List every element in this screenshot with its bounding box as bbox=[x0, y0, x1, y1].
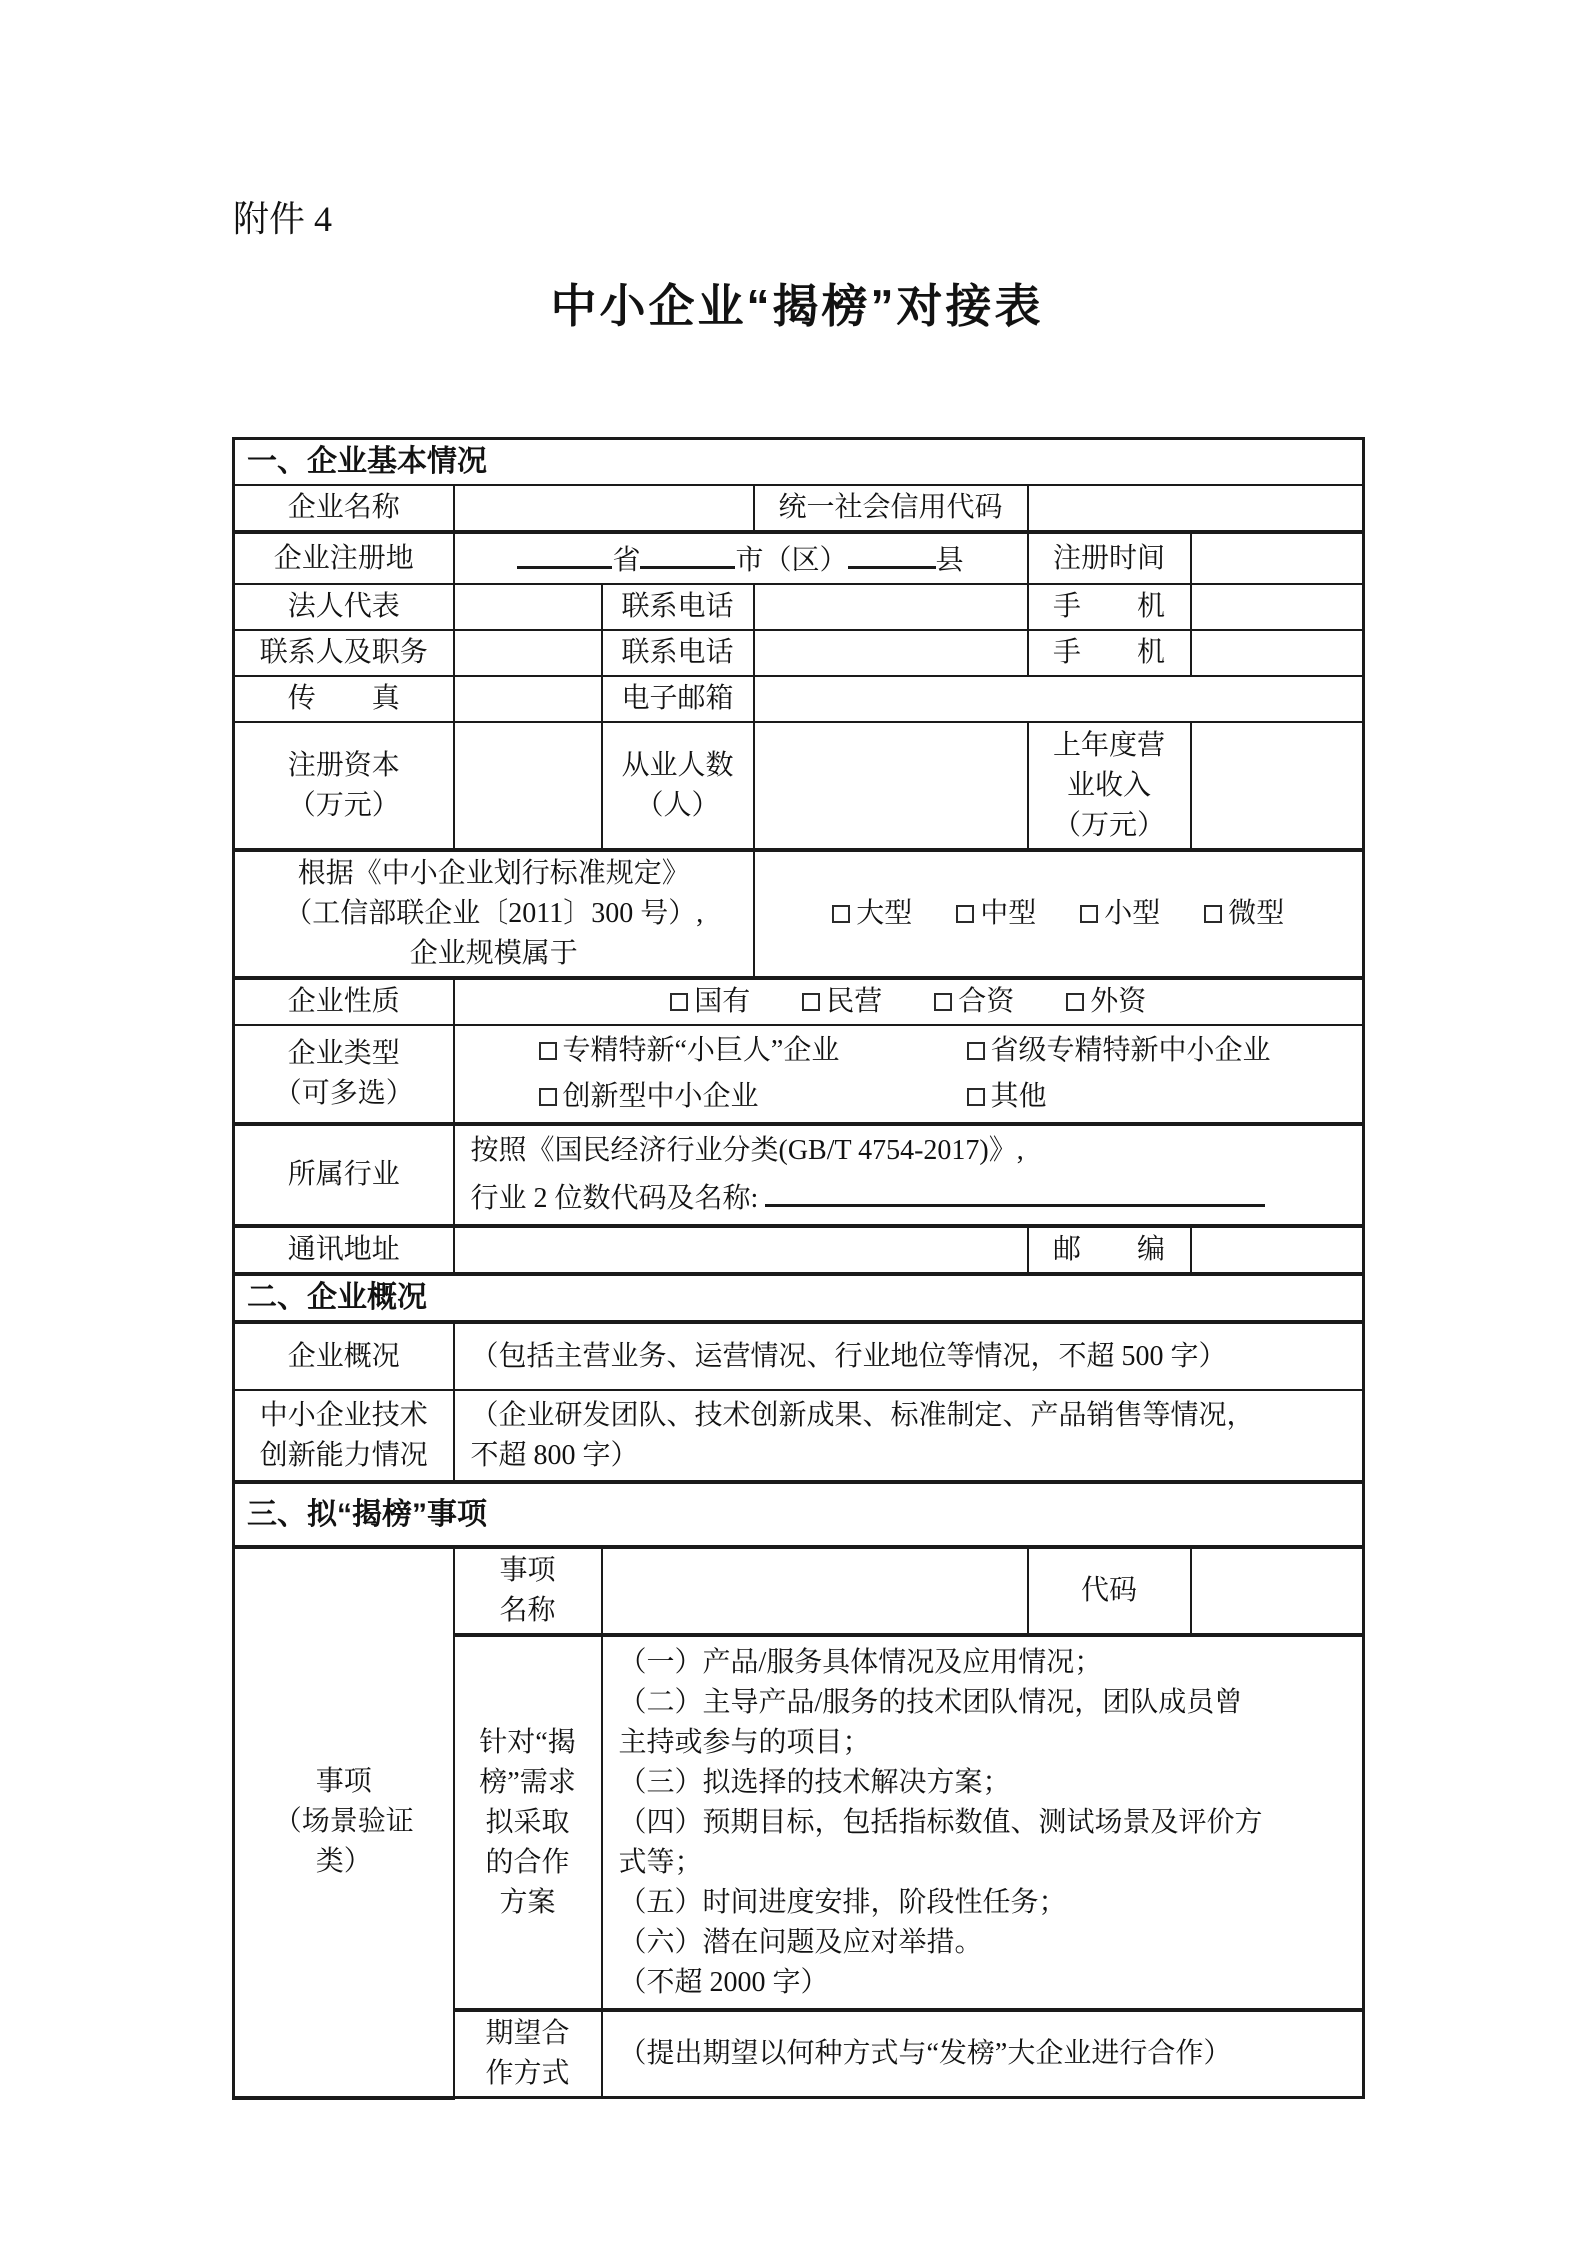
company-profile-hint: （包括主营业务、运营情况、行业地位等情况，不超 500 字） bbox=[454, 1322, 1364, 1390]
checkbox-icon bbox=[1066, 993, 1084, 1011]
nature-options-cell bbox=[454, 978, 1364, 1025]
cooperation-plan-detail: （一）产品/服务具体情况及应用情况； （二）主导产品/服务的技术团队情况，团队成员曾 主持或参与的项目； （三）拟选择的技术解决方案； （四）预期目标，包括指标数值、测试场景及评价方 式等； （五）时间进度安排，阶段性任务； （六）潜在问题及应对举措。 （不超 2000 字） bbox=[602, 1635, 1364, 2010]
legal-rep-phone-label: 联系电话 bbox=[602, 584, 754, 630]
employees-value-cell bbox=[754, 722, 1028, 850]
checkbox-icon bbox=[832, 905, 850, 923]
section-1-header: 一、企业基本情况 bbox=[234, 439, 1364, 486]
industry-standard-line: 按照《国民经济行业分类(GB/T 4754-2017)》, bbox=[470, 1135, 1024, 1166]
enterprise-nature-row bbox=[234, 978, 1364, 1025]
registration-time-value-cell bbox=[1191, 532, 1364, 584]
page-title: 中小企业“揭榜”对接表 bbox=[550, 280, 1044, 332]
province-suffix: 省 bbox=[612, 545, 641, 576]
registered-capital-label: 注册资本 （万元） bbox=[234, 722, 454, 850]
contact-person-value-cell bbox=[454, 630, 602, 676]
tech-innovation-row bbox=[234, 1390, 1364, 1482]
contact-phone-label: 联系电话 bbox=[602, 630, 754, 676]
type-option-little-giant: 专精特新“小巨人”企业 bbox=[539, 1028, 967, 1074]
annual-revenue-label: 上年度营 业收入 （万元） bbox=[1028, 722, 1191, 850]
company-name-value-cell bbox=[454, 485, 754, 532]
item-code-label: 代码 bbox=[1028, 1547, 1191, 1635]
mailing-address-row bbox=[234, 1226, 1364, 1274]
enterprise-type-label: 企业类型 （可多选） bbox=[234, 1025, 454, 1124]
company-profile-label: 企业概况 bbox=[234, 1322, 454, 1390]
company-name-row bbox=[234, 485, 1364, 532]
contact-mobile-label: 手 机 bbox=[1028, 630, 1191, 676]
scale-options-cell bbox=[754, 850, 1364, 978]
checkbox-icon bbox=[539, 1088, 557, 1106]
industry-label: 所属行业 bbox=[234, 1124, 454, 1226]
checkbox-icon bbox=[802, 993, 820, 1011]
contact-person-label: 联系人及职务 bbox=[234, 630, 454, 676]
industry-code-underline bbox=[765, 1174, 1265, 1207]
registered-capital-row bbox=[234, 722, 1364, 850]
tech-innovation-label: 中小企业技术 创新能力情况 bbox=[234, 1390, 454, 1482]
scale-option-medium: 中型 bbox=[956, 894, 1036, 934]
contact-mobile-value-cell bbox=[1191, 630, 1364, 676]
contact-phone-value-cell bbox=[754, 630, 1028, 676]
checkbox-icon bbox=[956, 905, 974, 923]
fax-label: 传 真 bbox=[234, 676, 454, 722]
legal-rep-phone-value-cell bbox=[754, 584, 1028, 630]
enterprise-scale-row bbox=[234, 850, 1364, 978]
item-name-label: 事项 名称 bbox=[454, 1547, 602, 1635]
registration-time-label: 注册时间 bbox=[1028, 532, 1191, 584]
expected-cooperation-hint: （提出期望以何种方式与“发榜”大企业进行合作） bbox=[602, 2010, 1364, 2098]
type-option-innovative-sme: 创新型中小企业 bbox=[539, 1074, 967, 1120]
enterprise-type-row bbox=[234, 1025, 1364, 1124]
county-suffix: 县 bbox=[935, 545, 964, 576]
postcode-label: 邮 编 bbox=[1028, 1226, 1191, 1274]
checkbox-icon bbox=[1204, 905, 1222, 923]
item-group-label: 事项 （场景验证 类） bbox=[234, 1547, 454, 2098]
enterprise-nature-label: 企业性质 bbox=[234, 978, 454, 1025]
postcode-value-cell bbox=[1191, 1226, 1364, 1274]
scale-option-small: 小型 bbox=[1080, 894, 1160, 934]
section-1-row bbox=[234, 439, 1364, 486]
industry-row bbox=[234, 1124, 1364, 1226]
cooperation-plan-label: 针对“揭 榜”需求 拟采取 的合作 方案 bbox=[454, 1635, 602, 2010]
scale-note-label: 根据《中小企业划行标准规定》 （工信部联企业〔2011〕300 号）, 企业规模属于 bbox=[234, 850, 754, 978]
mailing-address-label: 通讯地址 bbox=[234, 1226, 454, 1274]
county-blank-underline bbox=[848, 536, 936, 569]
employees-label: 从业人数 （人） bbox=[602, 722, 754, 850]
city-suffix: 市（区） bbox=[735, 545, 848, 576]
registration-place-row bbox=[234, 532, 1364, 584]
checkbox-icon bbox=[670, 993, 688, 1011]
checkbox-icon bbox=[967, 1042, 985, 1060]
contact-person-row bbox=[234, 630, 1364, 676]
expected-cooperation-label: 期望合 作方式 bbox=[454, 2010, 602, 2098]
item-name-value-cell bbox=[602, 1547, 1028, 1635]
section-3-row bbox=[234, 1482, 1364, 1547]
industry-code-label: 行业 2 位数代码及名称: bbox=[470, 1183, 759, 1214]
type-option-other: 其他 bbox=[967, 1074, 1047, 1120]
uscc-label: 统一社会信用代码 bbox=[754, 485, 1028, 532]
checkbox-icon bbox=[1080, 905, 1098, 923]
company-name-label: 企业名称 bbox=[234, 485, 454, 532]
scale-option-micro: 微型 bbox=[1204, 894, 1284, 934]
registration-place-label: 企业注册地 bbox=[234, 532, 454, 584]
uscc-value-cell bbox=[1028, 485, 1364, 532]
email-value-cell bbox=[754, 676, 1364, 722]
industry-value-cell bbox=[454, 1124, 1364, 1226]
nature-option-joint-venture: 合资 bbox=[934, 982, 1014, 1022]
section-2-header: 二、企业概况 bbox=[234, 1274, 1364, 1322]
checkbox-icon bbox=[967, 1088, 985, 1106]
legal-rep-mobile-value-cell bbox=[1191, 584, 1364, 630]
registration-place-value-cell bbox=[454, 532, 1028, 584]
nature-option-private: 民营 bbox=[802, 982, 882, 1022]
email-label: 电子邮箱 bbox=[602, 676, 754, 722]
nature-option-state-owned: 国有 bbox=[670, 982, 750, 1022]
registered-capital-value-cell bbox=[454, 722, 602, 850]
checkbox-icon bbox=[934, 993, 952, 1011]
nature-option-foreign: 外资 bbox=[1066, 982, 1146, 1022]
section-2-row bbox=[234, 1274, 1364, 1322]
docking-form-table bbox=[232, 437, 1365, 2100]
city-blank-underline bbox=[640, 536, 735, 569]
tech-innovation-hint: （企业研发团队、技术创新成果、标准制定、产品销售等情况， 不超 800 字） bbox=[454, 1390, 1364, 1482]
province-blank-underline bbox=[517, 536, 612, 569]
attachment-label: 附件 4 bbox=[233, 199, 333, 239]
section-3-header: 三、拟“揭榜”事项 bbox=[234, 1482, 1364, 1547]
item-code-value-cell bbox=[1191, 1547, 1364, 1635]
scale-option-large: 大型 bbox=[832, 894, 912, 934]
annual-revenue-value-cell bbox=[1191, 722, 1364, 850]
fax-value-cell bbox=[454, 676, 602, 722]
fax-row bbox=[234, 676, 1364, 722]
type-options-cell bbox=[454, 1025, 1364, 1124]
type-option-provincial-srdi: 省级专精特新中小企业 bbox=[967, 1028, 1271, 1074]
legal-rep-mobile-label: 手 机 bbox=[1028, 584, 1191, 630]
legal-representative-label: 法人代表 bbox=[234, 584, 454, 630]
legal-representative-value-cell bbox=[454, 584, 602, 630]
company-profile-row bbox=[234, 1322, 1364, 1390]
checkbox-icon bbox=[539, 1042, 557, 1060]
mailing-address-value-cell bbox=[454, 1226, 1028, 1274]
legal-representative-row bbox=[234, 584, 1364, 630]
item-name-row bbox=[234, 1547, 1364, 1635]
